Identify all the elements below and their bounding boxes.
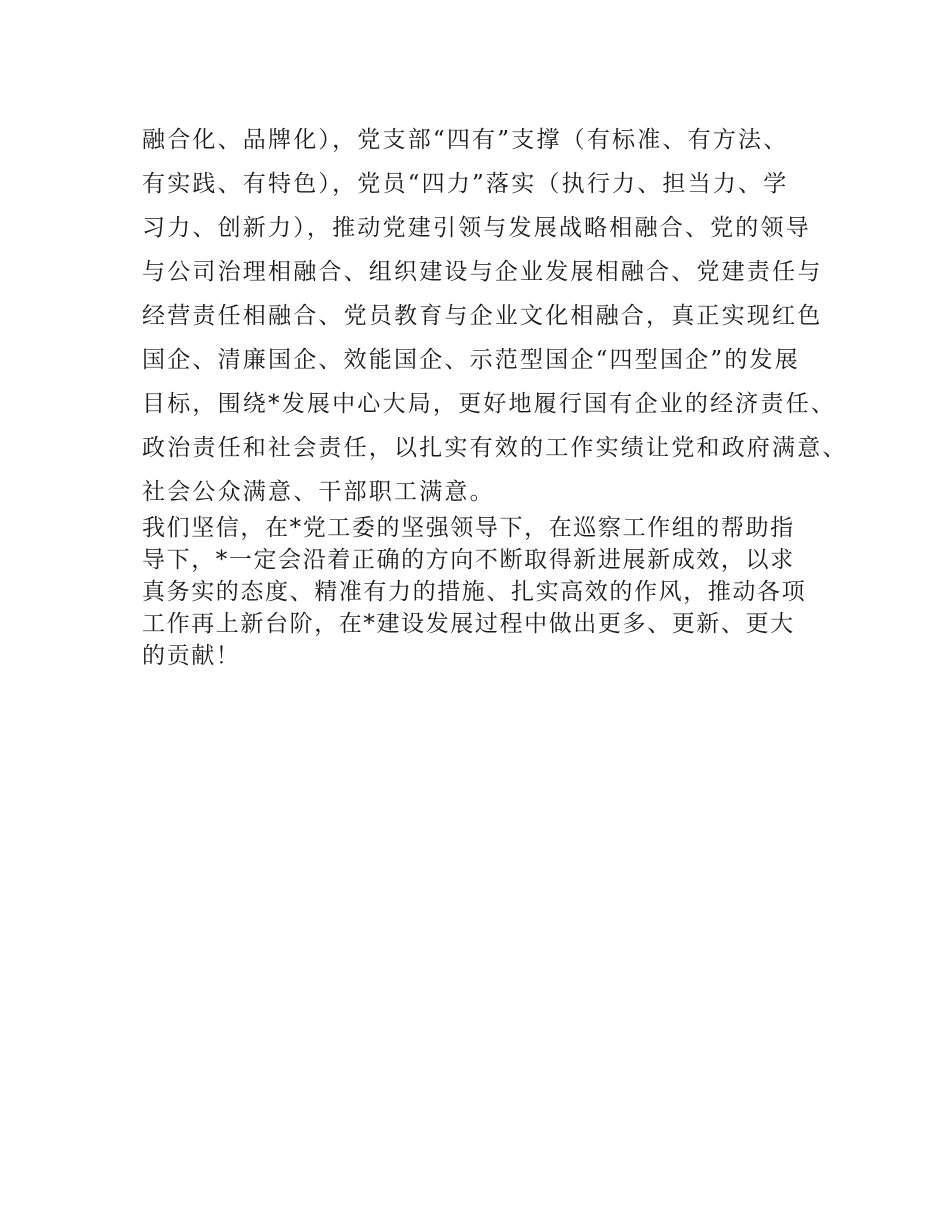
paragraph-2-line: 真务实的态度、精准有力的措施、扎实高效的作风，推动各项: [142, 579, 807, 605]
paragraph-2: [142, 512, 806, 672]
paragraph-1-line: 习力、创新力），推动党建引领与发展战略相融合、党的领导: [142, 215, 811, 241]
paragraph-1-line: 经营责任相融合、党员教育与企业文化相融合，真正实现红色: [142, 303, 823, 329]
paragraph-1: [142, 118, 848, 514]
paragraph-1-line: 社会公众满意、干部职工满意。: [142, 479, 495, 505]
paragraph-1-line: 国企、清廉国企、效能国企、示范型国企“四型国企”的发展: [142, 347, 800, 373]
paragraph-2-line: 导下，*一定会沿着正确的方向不断取得新进展新成效，以求: [142, 547, 795, 573]
paragraph-1-line: 与公司治理相融合、组织建设与企业发展相融合、党建责任与: [142, 259, 823, 285]
paragraph-1-line: 政治责任和社会责任，以扎实有效的工作实绩让党和政府满意、: [142, 435, 848, 461]
paragraph-1-line: 有实践、有特色），党员“四力”落实（执行力、担当力、学: [142, 171, 789, 197]
paragraph-2-line: 我们坚信，在*党工委的坚强领导下，在巡察工作组的帮助指: [142, 515, 795, 541]
paragraph-2-line: 的贡献！: [142, 643, 241, 669]
paragraph-2-line: 工作再上新台阶，在*建设发展过程中做出更多、更新、更大: [142, 611, 795, 637]
paragraph-1-line: 融合化、品牌化），党支部“四有”支撑（有标准、有方法、: [142, 127, 789, 153]
paragraph-1-line: 目标，围绕*发展中心大局，更好地履行国有企业的经济责任、: [142, 391, 837, 417]
